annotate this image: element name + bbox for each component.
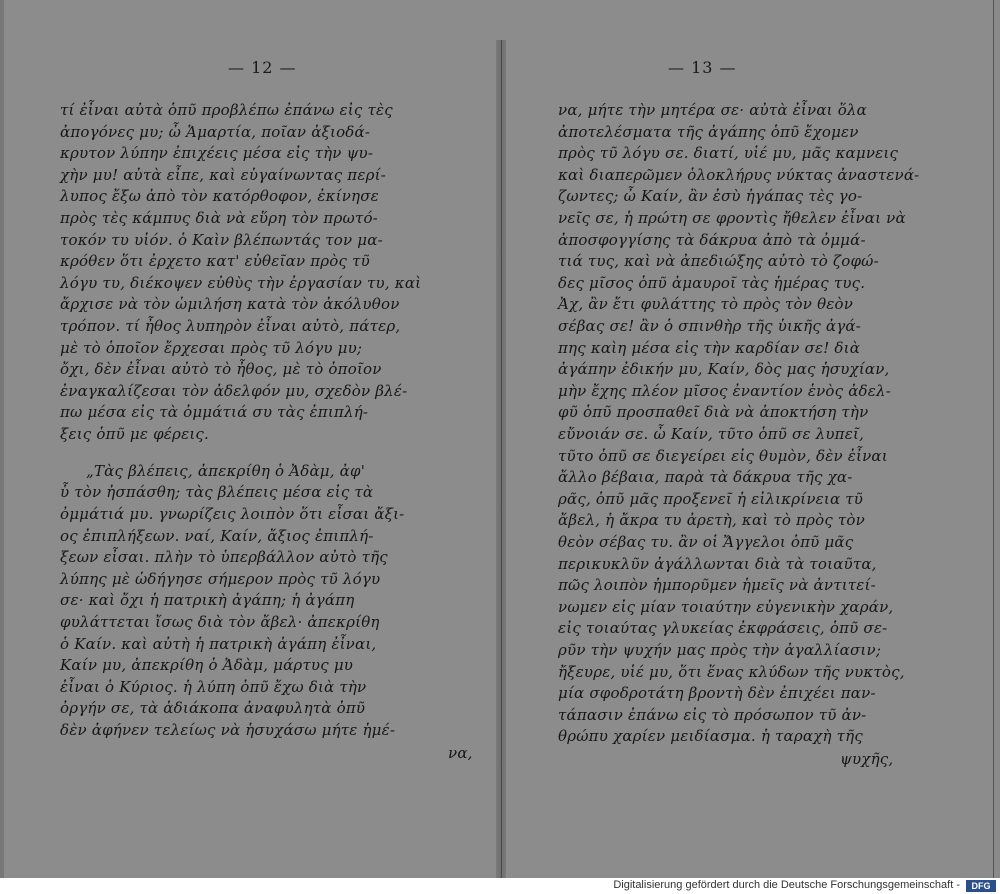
text-line: νωμεν εἰς μίαν τοιαύτην εὐγενικὴν χαράν,	[558, 597, 894, 616]
page-number: — 12 —	[228, 58, 297, 77]
text-line: ξεις ὁπῦ με φέρεις.	[60, 425, 209, 443]
text-line: πρὸς τὲς κάμπυς διὰ νὰ εὕρη τὸν πρωτό-	[60, 209, 378, 227]
text-line: φυλάττεται ἴσως διὰ τὸν ἄβελ· ἀπεκρίθη	[60, 612, 380, 631]
catchword: να,	[448, 743, 473, 762]
text-line: μία σφοδροτάτη βροντὴ δὲν ἐπιχέει παν-	[558, 684, 876, 703]
text-line: ἀγάπην ἐδικήν μυ, Καίν, δὸς μας ἡσυχίαν,	[558, 360, 890, 379]
text-line: ἐναγκαλίζεσαι τὸν ἀδελφόν μυ, σχεδὸν βλέ-	[60, 381, 408, 400]
text-line: ὁ Καίν. καὶ αὐτὴ ἡ πατρικὴ ἀγάπη ἐἶναι,	[60, 634, 377, 653]
text-line: φῦ ὁπῦ προσπαθεῖ διὰ νὰ ἀποκτήση τὴν	[558, 403, 869, 422]
text-line: ξεων εἶσαι. πλὴν τὸ ὑπερβάλλον αὐτὸ τῆς	[60, 548, 388, 567]
text-line: πω μέσα εἰς τὰ ὀμμάτιά συ τὰς ἐπιπλή-	[60, 403, 369, 422]
text-line: μὴν ἔχης πλέον μῖσος ἐναντίον ἑνὸς ἀδελ-	[558, 381, 891, 400]
text-line: καὶ διαπερῶμεν ὁλοκλήρυς νύκτας ἀναστενά-	[558, 165, 920, 184]
catchword: ψυχῆς,	[840, 750, 894, 768]
left-edge	[0, 0, 4, 878]
text-line: χὴν μυ! αὐτὰ εἶπε, καὶ εὑγαίνωντας περί-	[60, 165, 386, 184]
text-line: δες μῖσος ὁπῦ ἀμαυροῖ τὰς ἡμέρας τυς.	[558, 273, 866, 292]
text-line: ρῦν τὴν ψυχήν μας πρὸς τὴν ἀγαλλίασιν;	[558, 641, 882, 659]
right-page	[540, 0, 920, 878]
text-line: τῦτο ὁπῦ σε διεγείρει εἰς θυμὸν, δὲν ἐἶναι	[558, 446, 888, 465]
text-line: ὀμμάτιά μυ. γνωρίζεις λοιπὸν ὅτι εἶσαι ἄξι-	[60, 504, 405, 523]
text-line: τοκόν τυ υἱόν. ὁ Καὶν βλέπωντάς τον μα-	[60, 230, 383, 249]
text-line: ὄχι, δὲν ἐἶναι αὐτὸ τὸ ἦθος, μὲ τὸ ὁποῖον	[60, 360, 382, 379]
text-line: ἀποσφογγίσης τὰ δάκρυα ἀπὸ τὰ ὀμμά-	[558, 230, 866, 249]
text-line: ος ἐπιπλήξεων. ναί, Καίν, ἄξιος ἐπιπλή-	[60, 526, 374, 545]
text-line: τιά τυς, καὶ νὰ ἀπεδιώξης αὐτὸ τὸ ζοφώ-	[558, 252, 879, 271]
text-line: εὔνοιάν σε. ὦ Καίν, τῦτο ὁπῦ σε λυπεῖ,	[558, 425, 865, 443]
text-line: να, μήτε τὴν μητέρα σε· αὐτὰ ἐἶναι ὅλα	[558, 101, 867, 119]
text-line: τί ἐἶναι αὐτὰ ὁπῦ προβλέπω ἐπάνω εἰς τὲς	[60, 101, 393, 119]
text-line: κρυτον λύπην ἐπιχέεις μέσα εἰς τὴν ψυ-	[60, 144, 374, 163]
footer-bar	[0, 878, 1000, 894]
text-line: Ἀχ, ἂν ἔτι φυλάττης τὸ πρὸς τὸν θεὸν	[558, 295, 854, 314]
text-line: νεῖς σε, ἡ πρώτη σε φροντὶς ἤθελεν ἐἶναι νὰ	[558, 209, 906, 227]
right-edge	[994, 0, 1000, 878]
page-number: — 13 —	[668, 58, 737, 77]
text-line: θεὸν σέβας τυ. ἂν οἱ Ἄγγελοι ὁπῦ μᾶς	[558, 533, 854, 551]
text-line: σέβας σε! ἂν ὁ σπινθὴρ τῆς ὑικῆς ἀγά-	[558, 317, 861, 335]
text-line: τρόπον. τί ἦθος λυπηρὸν ἐἶναι αὐτὸ, πάτερ,	[60, 317, 401, 335]
fold-line	[501, 40, 502, 880]
text-line: ἄβελ, ἡ ἄκρα τυ ἀρετὴ, καὶ τὸ πρὸς τὸν	[558, 511, 865, 530]
text-line: λύπης μὲ ὡδήγησε σήμερον πρὸς τῦ λόγυ	[60, 569, 381, 588]
text-line: εἰς τοιαύτας γλυκείας ἐκφράσεις, ὁπῦ σε-	[558, 619, 888, 638]
text-line: Καίν μυ, ἀπεκρίθη ὁ Ἀδὰμ, μάρτυς μυ	[60, 656, 354, 675]
text-line: λυπος ἔξω ἀπὸ τὸν κατόρθοφον, ἐκίνησε	[60, 187, 379, 206]
text-line: σε· καὶ ὄχι ἡ πατρικὴ ἀγάπη; ἡ ἀγάπη	[60, 591, 355, 610]
text-line: ἀπογόνες μυ; ὦ Ἁμαρτία, ποῖαν ἀξιοδά-	[60, 122, 371, 141]
text-line: ἀποτελέσματα τῆς ἀγάπης ὁπῦ ἔχομεν	[558, 122, 859, 141]
text-line: πρὸς τῦ λόγυ σε. διατί, υἱέ μυ, μᾶς καμνεις	[558, 144, 899, 163]
text-line: ἄλλο βέβαια, παρὰ τὰ δάκρυα τῆς χα-	[558, 468, 853, 487]
text-line: ἤξευρε, υἱέ μυ, ὅτι ἕνας κλύδων τῆς νυκτὸς,	[558, 662, 905, 681]
text-line: θρώπυ χαρίεν μειδίασμα. ἡ ταραχὴ τῆς	[558, 727, 863, 746]
text-line: ἐἶναι ὁ Κύριος. ἡ λύπη ὁπῦ ἔχω διὰ τὴν	[60, 677, 367, 696]
text-line: λόγυ τυ, διέκοψεν εὐθὺς τὴν ἐργασίαν τυ, καὶ	[60, 273, 422, 292]
text-line: κρόθεν ὅτι ἐρχετο κατ' εὐθεῖαν πρὸς τῦ	[60, 252, 370, 271]
text-line: περικυκλῦν ἀγάλλωνται διὰ τὰ τοιαῦτα,	[558, 554, 877, 573]
text-line: μὲ τὸ ὁποῖον ἔρχεσαι πρὸς τῦ λόγυ μυ;	[60, 338, 363, 357]
dfg-logo: DFG	[966, 880, 996, 892]
text-line: ζωντες; ὦ Καίν, ἂν ἐσὺ ἠγάπας τὲς γο-	[558, 187, 863, 206]
text-line: τάπασιν ἐπάνω εἰς τὸ πρόσωπον τῦ ἀν-	[558, 705, 867, 724]
text-line: ἄρχισε νὰ τὸν ὡμιλήση κατὰ τὸν ἀκόλυθον	[60, 295, 400, 314]
text-line: δὲν ἀφήνεν τελείως νὰ ἡσυχάσω μήτε ἡμέ-	[60, 720, 396, 739]
text-line: πῶς λοιπὸν ἠμπορῦμεν ἡμεῖς νὰ ἀντιτεί-	[558, 576, 876, 595]
text-line: ὗ τὸν ἠσπάσθη; τὰς βλέπεις μέσα εἰς τὰ	[60, 483, 374, 502]
text-line: ρᾶς, ὁπῦ μᾶς προξενεῖ ἡ εἰλικρίνεια τῦ	[558, 489, 864, 508]
funding-note: Digitalisierung gefördert durch die Deutsche Forschungsgemeinschaft -	[613, 879, 960, 891]
left-page	[60, 0, 473, 878]
text-line: „Τὰς βλέπεις, ἀπεκρίθη ὁ Ἀδὰμ, ἀφ'	[86, 461, 366, 480]
text-line: ὀργήν σε, τὰ ἀδιάκοπα ἀναφυλητὰ ὁπῦ	[60, 699, 366, 718]
text-line: πης καὶη μέσα εἰς τὴν καρδίαν σε! διὰ	[558, 338, 861, 357]
